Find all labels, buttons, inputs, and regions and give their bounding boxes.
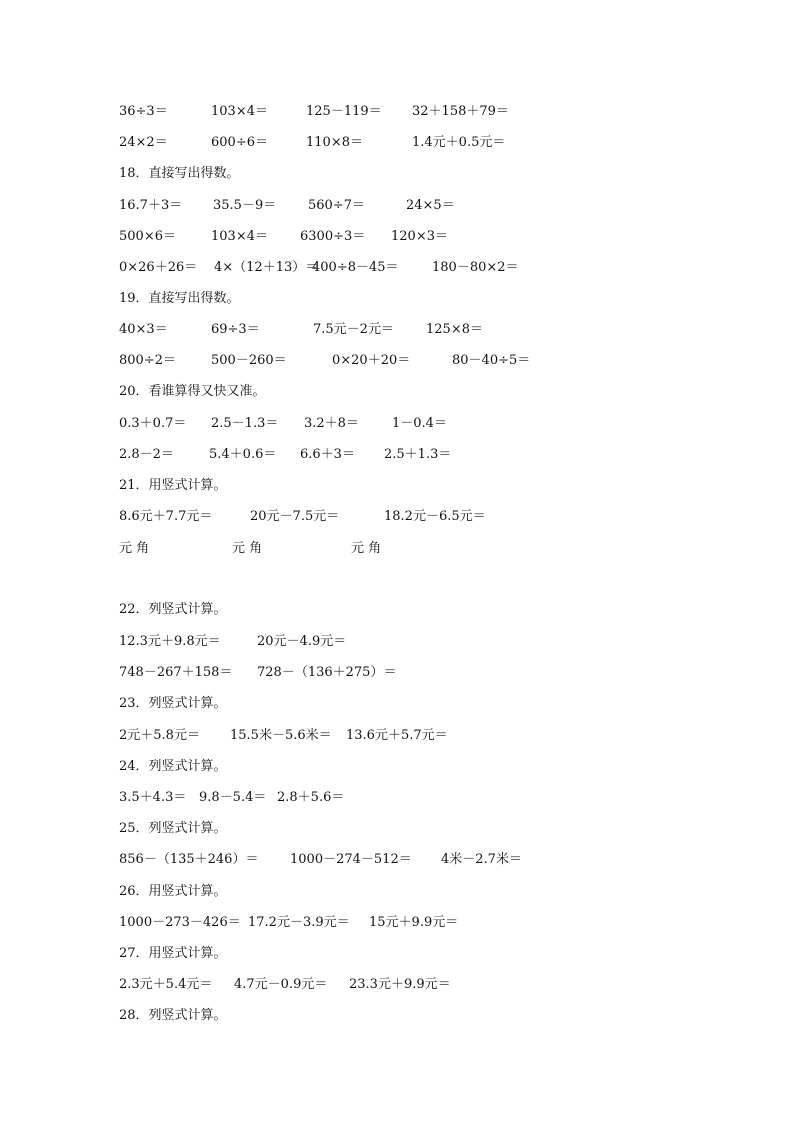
- math-problem: 560÷7＝: [308, 198, 365, 213]
- math-problem: 2.5－1.3＝: [211, 416, 279, 431]
- question-title: 28．列竖式计算。: [119, 1008, 227, 1023]
- math-problem: 728－（136＋275）＝: [257, 665, 397, 680]
- math-problem: 32＋158＋79＝: [412, 104, 509, 119]
- question-title: 19．直接写出得数。: [119, 291, 240, 306]
- math-problem: 69÷3＝: [211, 322, 260, 337]
- math-problem: 748－267＋158＝: [119, 665, 233, 680]
- math-problem: 2.8＋5.6＝: [277, 790, 345, 805]
- math-problem: 103×4＝: [211, 104, 268, 119]
- math-problem: 40×3＝: [119, 322, 168, 337]
- math-problem: 500－260＝: [211, 353, 287, 368]
- question-title: 27．用竖式计算。: [119, 946, 227, 961]
- math-problem: 1－0.4＝: [392, 416, 447, 431]
- math-problem: 1.4元＋0.5元＝: [412, 135, 506, 150]
- math-problem: 9.8－5.4＝: [199, 790, 267, 805]
- math-problem: 856－（135＋246）＝: [119, 852, 259, 867]
- math-problem: 18.2元－6.5元＝: [384, 509, 486, 524]
- math-problem: 80－40÷5＝: [452, 353, 531, 368]
- math-problem: 180－80×2＝: [432, 260, 519, 275]
- math-problem: 13.6元＋5.7元＝: [346, 728, 448, 743]
- math-problem: 15.5米－5.6米＝: [230, 728, 332, 743]
- question-title: 20．看谁算得又快又准。: [119, 384, 266, 399]
- math-problem: 125×8＝: [426, 322, 483, 337]
- math-problem: 4米－2.7米＝: [441, 852, 522, 867]
- question-title: 25．列竖式计算。: [119, 821, 227, 836]
- question-title: 26．用竖式计算。: [119, 884, 227, 899]
- question-title: 21．用竖式计算。: [119, 478, 227, 493]
- math-problem: 4.7元－0.9元＝: [234, 977, 328, 992]
- math-problem: 103×4＝: [211, 229, 268, 244]
- math-problem: 23.3元＋9.9元＝: [349, 977, 451, 992]
- math-problem: 0.3＋0.7＝: [119, 416, 187, 431]
- math-problem: 600÷6＝: [211, 135, 268, 150]
- math-problem: 110×8＝: [306, 135, 363, 150]
- math-problem: 500×6＝: [119, 229, 176, 244]
- math-problem: 1000－273－426＝: [119, 915, 241, 930]
- math-problem: 元 角: [232, 541, 263, 556]
- question-title: 23．列竖式计算。: [119, 696, 227, 711]
- math-problem: 6.6＋3＝: [300, 447, 355, 462]
- math-problem: 2.5＋1.3＝: [384, 447, 452, 462]
- math-problem: 元 角: [119, 541, 150, 556]
- math-problem: 3.2＋8＝: [304, 416, 359, 431]
- math-problem: 15元＋9.9元＝: [369, 915, 459, 930]
- math-problem: 20元－7.5元＝: [250, 509, 340, 524]
- math-problem: 35.5－9＝: [213, 198, 277, 213]
- math-problem: 元 角: [351, 541, 382, 556]
- question-title: 22．列竖式计算。: [119, 602, 227, 617]
- math-problem: 8.6元＋7.7元＝: [119, 509, 213, 524]
- math-problem: 20元－4.9元＝: [257, 634, 347, 649]
- question-title: 18．直接写出得数。: [119, 166, 240, 181]
- math-problem: 800÷2＝: [119, 353, 176, 368]
- math-problem: 2元＋5.8元＝: [119, 728, 200, 743]
- math-problem: 3.5＋4.3＝: [119, 790, 187, 805]
- math-problem: 2.8－2＝: [119, 447, 174, 462]
- math-problem: 4×（12＋13）＝: [214, 260, 319, 275]
- math-problem: 400÷8－45＝: [312, 260, 399, 275]
- math-problem: 12.3元＋9.8元＝: [119, 634, 221, 649]
- math-problem: 0×20＋20＝: [332, 353, 411, 368]
- math-problem: 6300÷3＝: [300, 229, 366, 244]
- question-title: 24．列竖式计算。: [119, 759, 227, 774]
- math-problem: 24×5＝: [406, 198, 455, 213]
- math-problem: 0×26＋26＝: [119, 260, 198, 275]
- math-problem: 16.7＋3＝: [119, 198, 183, 213]
- math-problem: 5.4＋0.6＝: [209, 447, 277, 462]
- math-problem: 1000－274－512＝: [290, 852, 412, 867]
- math-problem: 17.2元－3.9元＝: [248, 915, 350, 930]
- math-problem: 24×2＝: [119, 135, 168, 150]
- math-problem: 125－119＝: [306, 104, 382, 119]
- math-problem: 7.5元－2元＝: [313, 322, 394, 337]
- math-problem: 36÷3＝: [119, 104, 168, 119]
- math-problem: 120×3＝: [391, 229, 448, 244]
- math-problem: 2.3元＋5.4元＝: [119, 977, 213, 992]
